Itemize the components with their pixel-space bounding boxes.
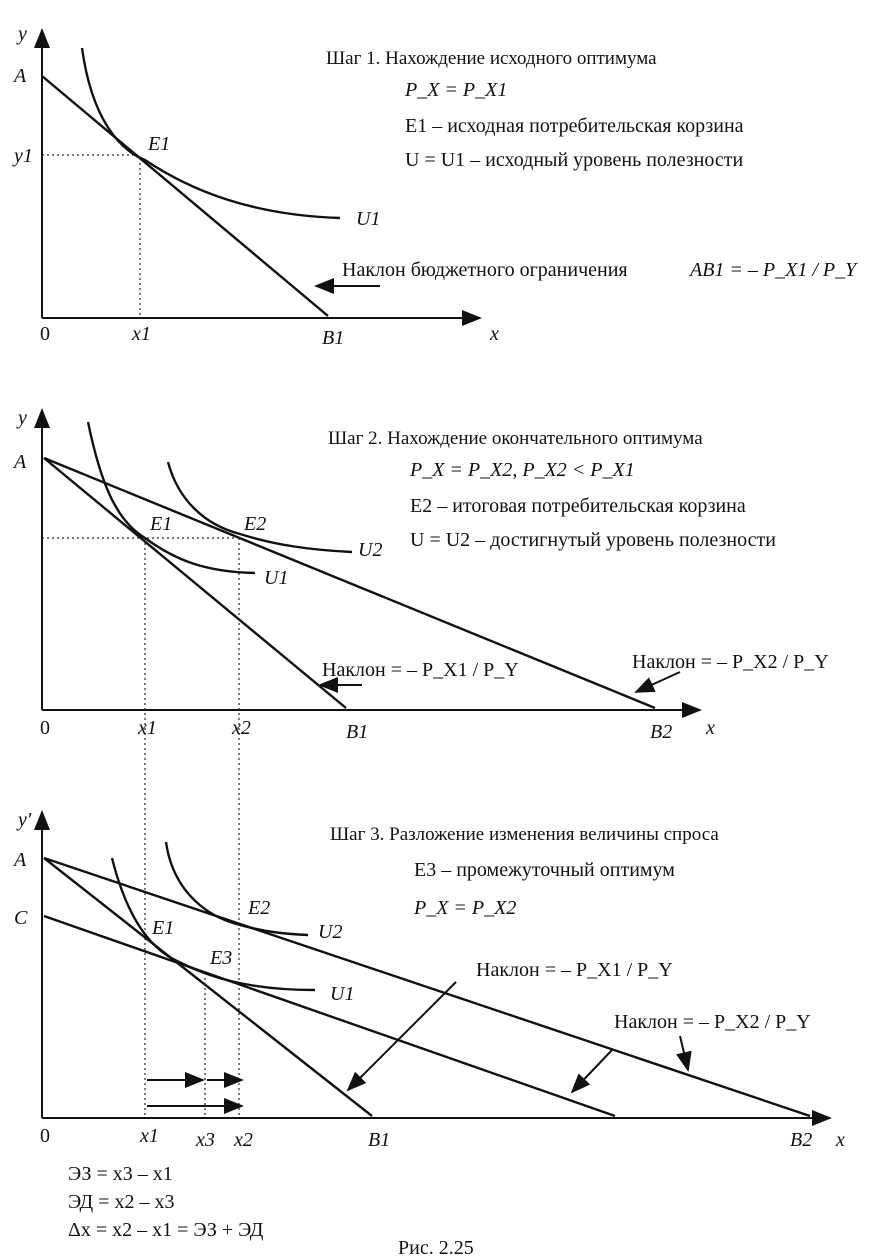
p3-slope1-text: Наклон = – P_X1 / P_Y	[476, 959, 673, 981]
p3-B1-label: B1	[368, 1129, 391, 1151]
p2-slope2-text: Наклон = – P_X2 / P_Y	[632, 651, 829, 673]
p1-caption: Шаг 1. Нахождение исходного оптимума	[326, 48, 657, 69]
p2-x2-label: x2	[232, 717, 251, 739]
figure-footer: Рис. 2.25	[398, 1237, 474, 1258]
p1-A-label: A	[14, 65, 27, 87]
p2-B1-label: B1	[346, 721, 369, 743]
p2-x1-label: x1	[138, 717, 157, 739]
p1-u1-desc: U = U1 – исходный уровень полезности	[405, 149, 744, 171]
p1-slope-text: Наклон бюджетного ограничения	[342, 259, 628, 281]
p3-slope2-arrow	[680, 1036, 688, 1070]
p2-A-label: A	[14, 451, 27, 473]
p3-C-label: C	[14, 907, 28, 929]
p1-U1-label: U1	[356, 208, 381, 230]
p1-slope-formula: AB1 = – P_X1 / P_Y	[690, 259, 857, 281]
p3-caption: Шаг 3. Разложение изменения величины спроса	[330, 824, 719, 845]
panel-3	[12, 809, 845, 1151]
p2-E1-label: E1	[150, 513, 173, 535]
p2-u2-desc: U = U2 – достигнутый уровень полезности	[410, 529, 776, 551]
panel-1	[12, 23, 858, 349]
p2-price-line: P_X = P_X2, P_X2 < P_X1	[410, 459, 635, 481]
formula-substitution-effect: ЭЗ = x3 – x1	[68, 1163, 173, 1185]
p1-x-label: x	[490, 323, 499, 345]
p3-y-label: y'	[18, 809, 32, 831]
p3-slope1-arrow-a	[348, 982, 456, 1090]
p2-origin: 0	[40, 717, 50, 739]
p3-x2-label: x2	[234, 1129, 253, 1151]
p3-x3-label: x3	[196, 1129, 215, 1151]
p3-U1-label: U1	[330, 983, 355, 1005]
p3-indifference-curve-U2	[166, 842, 308, 935]
p2-indifference-curve-U2	[168, 462, 352, 552]
p3-e3-desc: E3 – промежуточный оптимум	[414, 859, 675, 881]
formula-total-change: Δx = x2 – x1 = ЭЗ + ЭД	[68, 1219, 264, 1241]
p3-E2-label: E2	[248, 897, 271, 919]
p2-budget-line-AB1	[44, 458, 346, 708]
p2-caption: Шаг 2. Нахождение окончательного оптимума	[328, 428, 703, 449]
p1-indifference-curve-U1	[82, 48, 340, 218]
p3-slope2-text: Наклон = – P_X2 / P_Y	[614, 1011, 811, 1033]
p3-price-line: P_X = P_X2	[414, 897, 517, 919]
p1-price-line: P_X = P_X1	[405, 79, 508, 101]
p2-B2-label: B2	[650, 721, 673, 743]
p1-budget-line-AB1	[42, 76, 328, 316]
p3-x-label: x	[836, 1129, 845, 1151]
p3-budget-line-AB1	[44, 858, 372, 1116]
p3-E3-label: E3	[210, 947, 233, 969]
formula-income-effect: ЭД = x2 – x3	[68, 1191, 175, 1213]
p1-origin: 0	[40, 323, 50, 345]
p3-U2-label: U2	[318, 921, 343, 943]
p2-E2-label: E2	[244, 513, 267, 535]
p3-slope1-arrow-b	[572, 1050, 612, 1092]
p2-slope1-text: Наклон = – P_X1 / P_Y	[322, 659, 519, 681]
p3-origin: 0	[40, 1125, 50, 1147]
p1-x1-label: x1	[132, 323, 151, 345]
p1-y1-label: y1	[14, 145, 33, 167]
p3-A-label: A	[14, 849, 27, 871]
p1-e1-desc: E1 – исходная потребительская корзина	[405, 115, 744, 137]
p2-y-label: y	[18, 407, 27, 429]
p2-slope2-arrow	[636, 672, 680, 692]
p3-budget-line-C	[44, 916, 615, 1116]
p3-x1-label: x1	[140, 1125, 159, 1147]
p2-U2-label: U2	[358, 539, 383, 561]
p2-U1-label: U1	[264, 567, 289, 589]
p1-E1-label: E1	[148, 133, 171, 155]
p3-E1-label: E1	[152, 917, 175, 939]
p3-B2-label: B2	[790, 1129, 813, 1151]
formulas	[68, 1163, 474, 1258]
p2-indifference-curve-U1	[88, 422, 255, 573]
p2-x-label: x	[706, 717, 715, 739]
p1-y-label: y	[18, 23, 27, 45]
p2-e2-desc: E2 – итоговая потребительская корзина	[410, 495, 746, 517]
p3-indifference-curve-U1	[112, 858, 315, 990]
p1-B1-label: B1	[322, 327, 345, 349]
